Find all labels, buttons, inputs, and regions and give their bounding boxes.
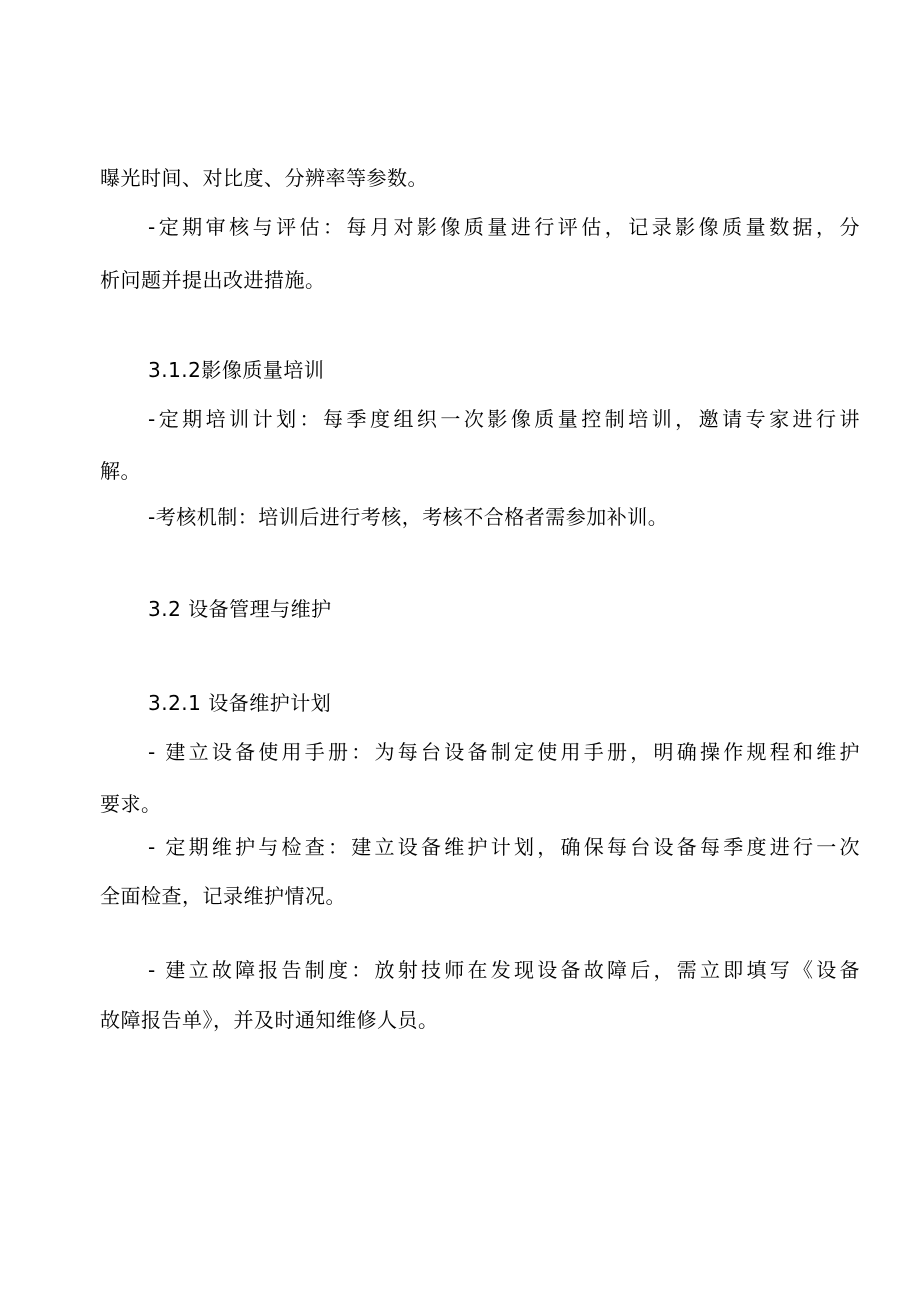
section-heading-3-2-1: 3.2.1 设备维护计划 [148,691,332,715]
list-item-review: -定期审核与评估：每月对影像质量进行评估，记录影像质量数据，分 [148,215,860,239]
section-heading-3-2: 3.2 设备管理与维护 [148,597,332,621]
list-item-review-continued: 析问题并提出改进措施。 [100,268,326,292]
list-item-fault-report-continued: 故障报告单》，并及时通知维修人员。 [100,1008,439,1032]
body-text-line: 曝光时间、对比度、分辨率等参数。 [100,166,428,190]
list-item-training-plan: -定期培训计划：每季度组织一次影像质量控制培训，邀请专家进行讲 [148,407,860,431]
list-item-maintenance-continued: 全面检查，记录维护情况。 [100,884,346,908]
list-item-maintenance: - 定期维护与检查：建立设备维护计划，确保每台设备每季度进行一次 [148,835,860,859]
list-item-assessment: -考核机制：培训后进行考核，考核不合格者需参加补训。 [148,505,669,529]
list-item-training-plan-continued: 解。 [100,459,141,483]
section-heading-3-1-2: 3.1.2影像质量培训 [148,358,325,382]
list-item-manual: - 建立设备使用手册：为每台设备制定使用手册，明确操作规程和维护 [148,740,860,764]
list-item-manual-continued: 要求。 [100,792,162,816]
list-item-fault-report: - 建立故障报告制度：放射技师在发现设备故障后，需立即填写《设备 [148,958,860,982]
